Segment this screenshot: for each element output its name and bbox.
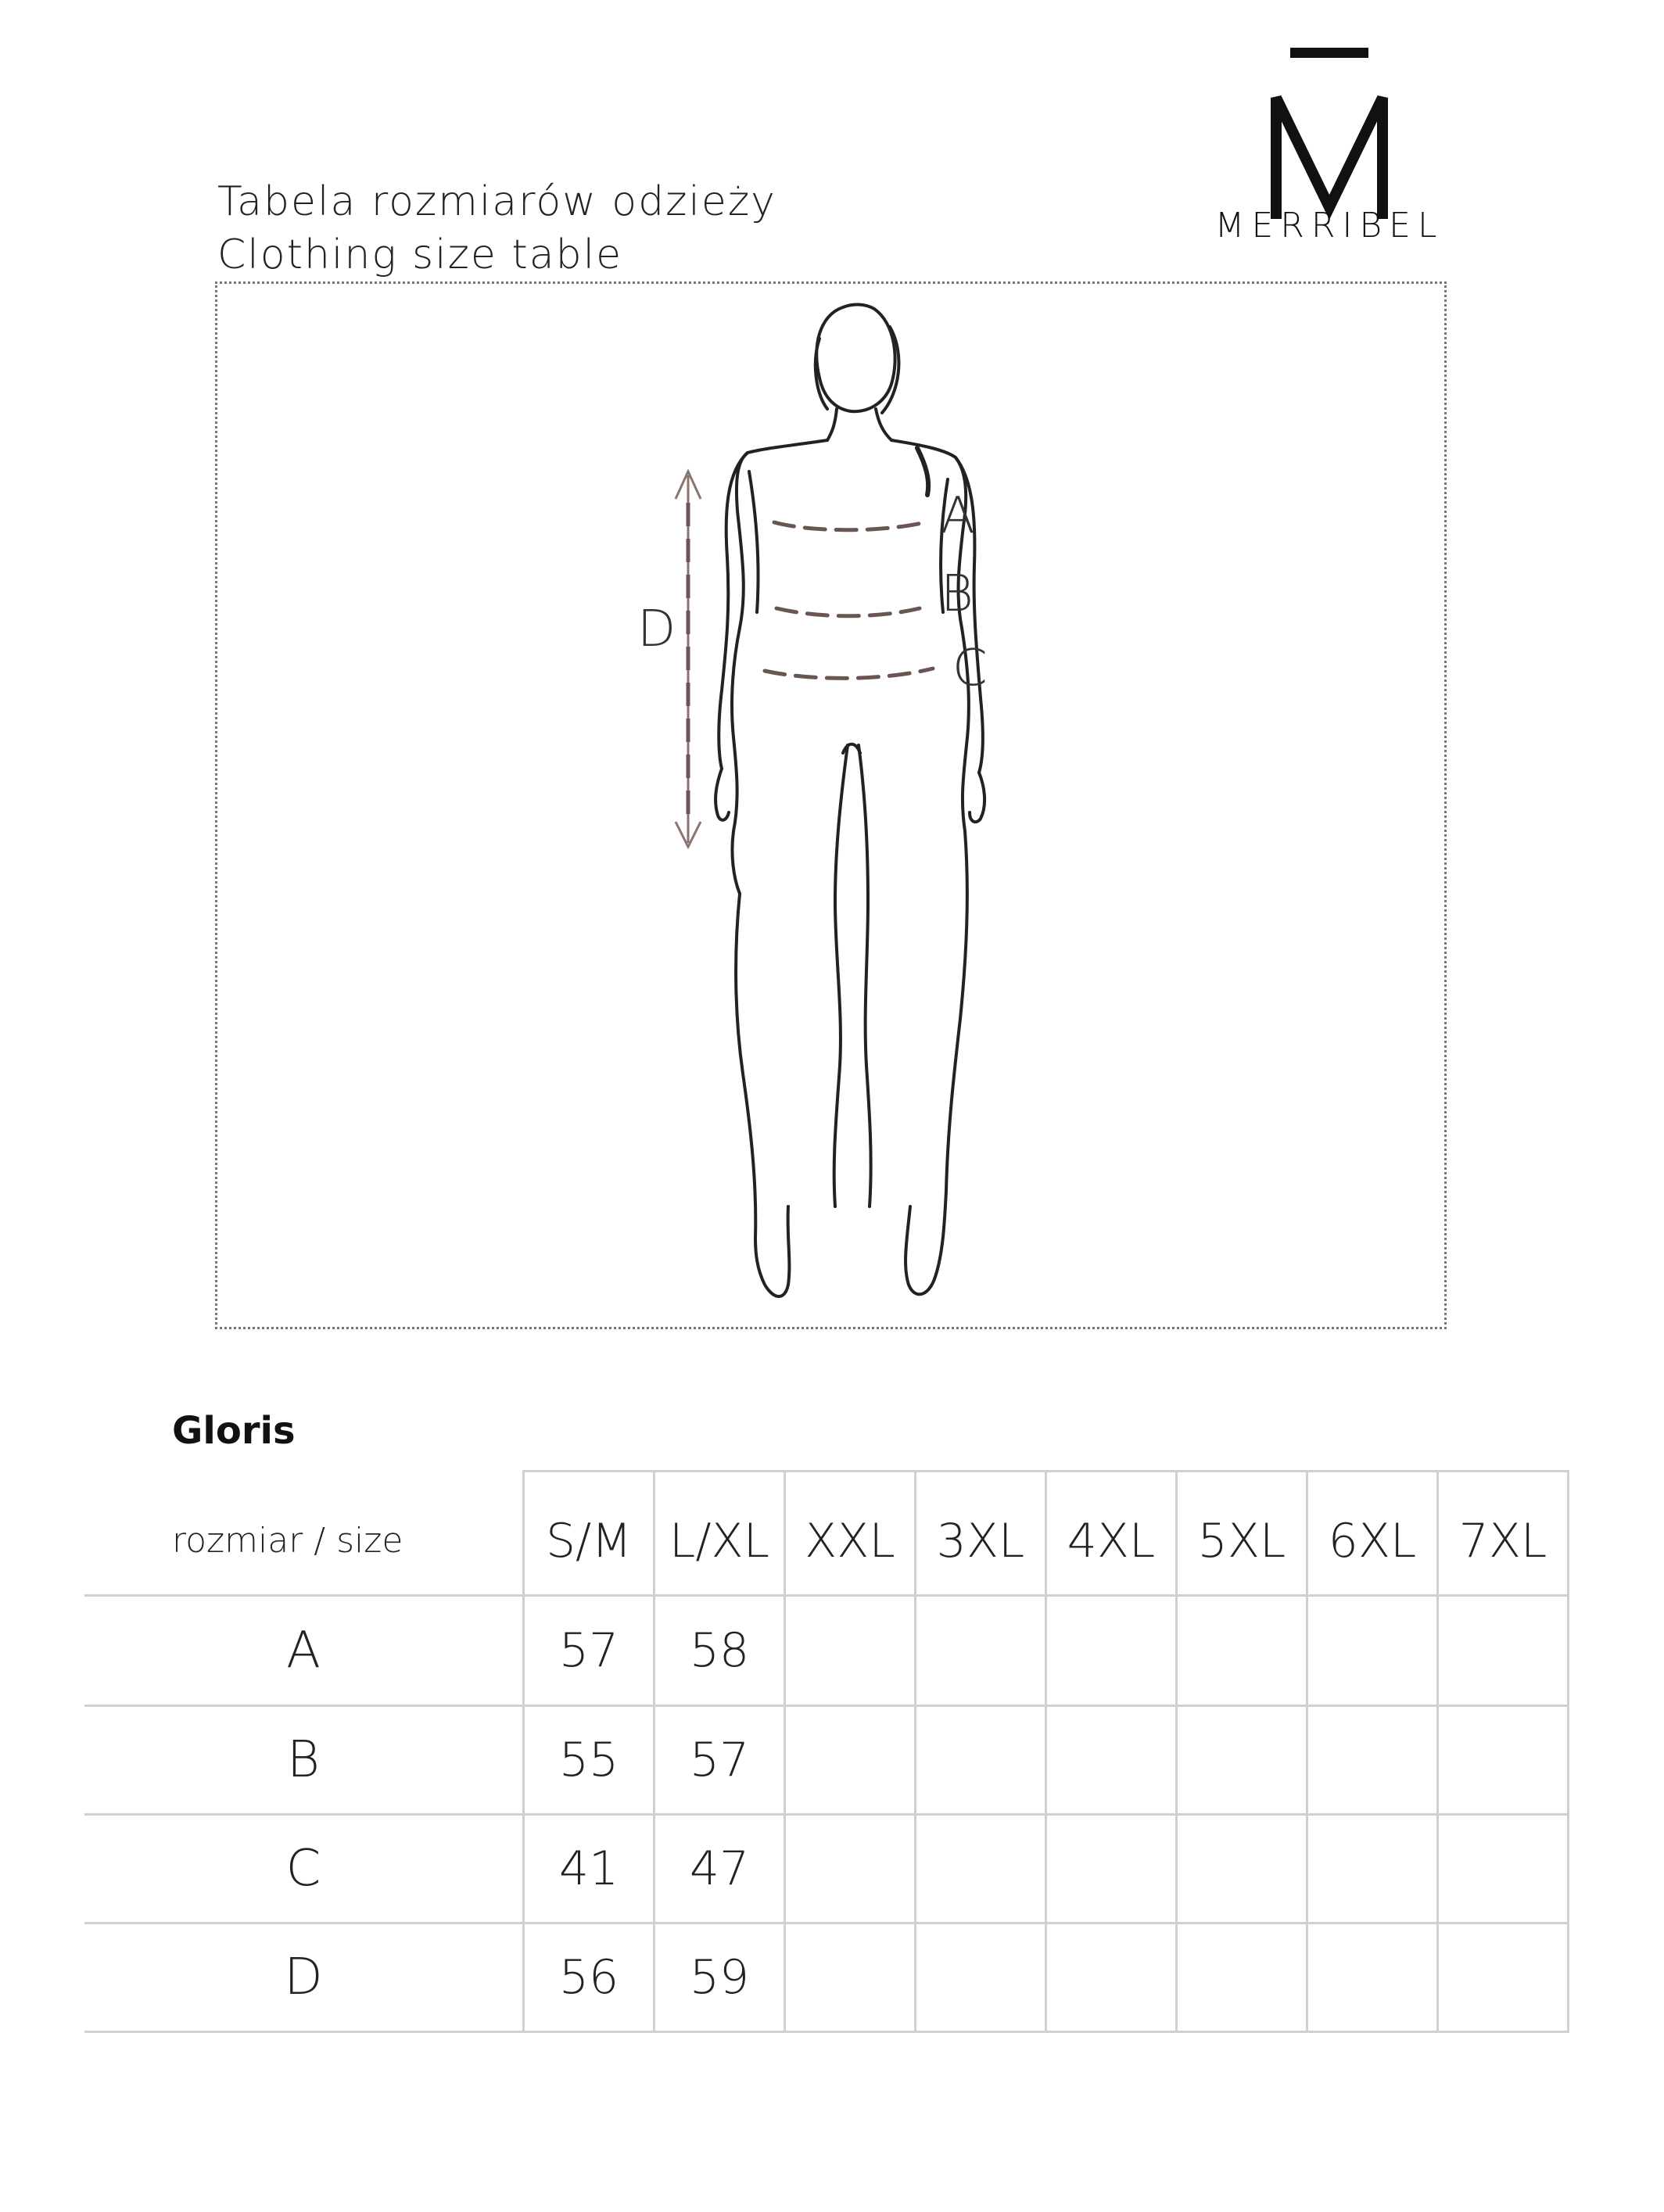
size-header: 4XL [1046,1472,1177,1596]
table-cell [1177,1923,1307,2032]
table-cell [1177,1596,1307,1706]
table-cell [785,1923,916,2032]
figure-frame [215,281,1447,1329]
table-cell [1046,1815,1177,1923]
size-header: S/M [524,1472,654,1596]
row-label: A [84,1596,524,1706]
table-cell [1438,1706,1569,1815]
table-cell [916,1815,1046,1923]
label-c: C [952,640,988,697]
size-header: L/XL [654,1472,785,1596]
table-cell: 58 [654,1596,785,1706]
row-label: C [84,1815,524,1923]
title-polish: Tabela rozmiarów odzieży [217,178,776,225]
table-cell [1438,1815,1569,1923]
table-row [84,1815,1569,1923]
header-label: rozmiar / size [84,1472,524,1596]
brand-name: MERRIBEL [1214,206,1444,246]
table-cell [916,1596,1046,1706]
table-cell [785,1815,916,1923]
table-cell: 56 [524,1923,654,2032]
title-english: Clothing size table [217,231,623,278]
table-cell [785,1706,916,1815]
size-header: 5XL [1177,1472,1307,1596]
table-cell [1438,1596,1569,1706]
table-cell [1046,1596,1177,1706]
brand-logo [1204,43,1454,254]
table-cell: 57 [654,1706,785,1815]
logo-bar [1290,48,1368,58]
table-cell [1177,1815,1307,1923]
label-a: A [941,487,975,545]
label-d: D [637,601,676,658]
measure-line-b [776,608,920,616]
size-header: 7XL [1438,1472,1569,1596]
table-cell: 41 [524,1815,654,1923]
table-row [84,1596,1569,1706]
table-cell [916,1923,1046,2032]
table-cell [916,1706,1046,1815]
logo-m-mark [1259,90,1400,223]
size-table [84,1470,1569,2033]
row-label: D [84,1923,524,2032]
table-cell: 59 [654,1923,785,2032]
measure-line-c [765,669,933,678]
table-cell [785,1596,916,1706]
table-cell: 55 [524,1706,654,1815]
table-cell: 57 [524,1596,654,1706]
table-cell [1307,1923,1438,2032]
table-cell [1438,1923,1569,2032]
table-cell [1177,1706,1307,1815]
table-cell [1046,1923,1177,2032]
table-cell [1307,1815,1438,1923]
head-outline [816,304,895,411]
product-name: Gloris [172,1409,296,1453]
table-header-row [84,1472,1569,1596]
size-header: XXL [785,1472,916,1596]
measure-line-a [774,522,925,530]
table-cell: 47 [654,1815,785,1923]
body-silhouette [217,284,1449,1332]
row-label: B [84,1706,524,1815]
table-cell [1307,1596,1438,1706]
size-header: 6XL [1307,1472,1438,1596]
table-cell [1046,1706,1177,1815]
size-header: 3XL [916,1472,1046,1596]
table-row [84,1923,1569,2032]
label-b: B [941,565,974,623]
table-cell [1307,1706,1438,1815]
table-row [84,1706,1569,1815]
